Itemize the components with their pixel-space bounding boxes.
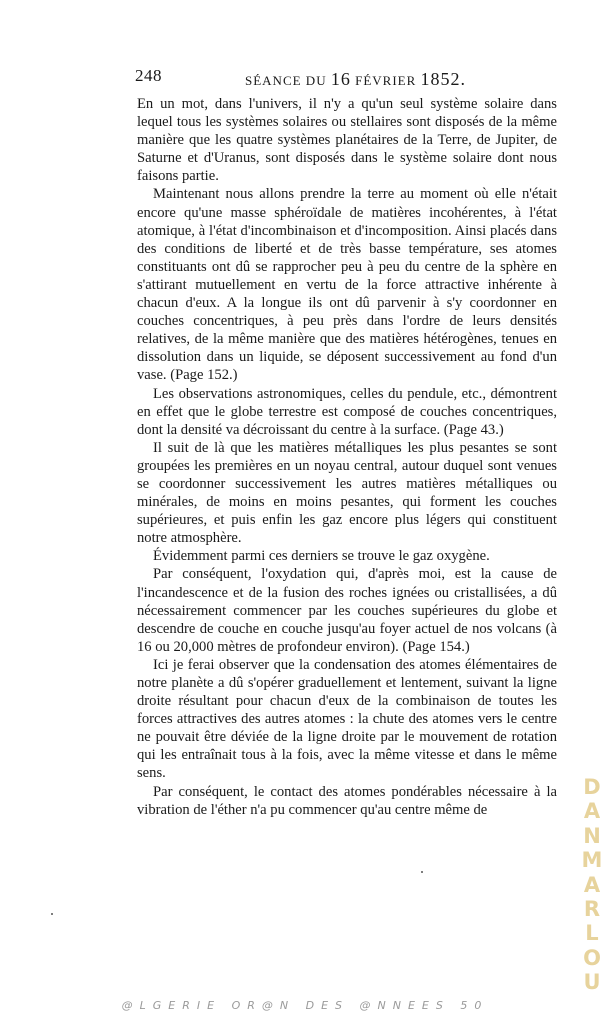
print-speck (421, 871, 423, 873)
paragraph: Évidemment parmi ces derniers se trouve le gaz oxygène. (153, 548, 490, 565)
watermark-letter: A (583, 872, 601, 897)
running-title (245, 69, 466, 90)
watermark-letter: N (583, 823, 601, 848)
watermark-letter: O (583, 945, 601, 970)
bottom-watermark: @LGERIE OR@N DES @NNEES 50 (121, 999, 489, 1012)
side-watermark (580, 775, 604, 995)
watermark-letter: R (583, 897, 601, 922)
title-month: FÉVRIER (355, 73, 417, 88)
paragraph: Les observations astronomiques, celles du pendule, etc., démontrent en effet que le globe terrestre est composé de couches concentriques, dont la densité va décroissant du centre à la surface. (Page 43.) (137, 385, 557, 438)
body-text (137, 95, 557, 819)
paragraph: Par conséquent, l'oxydation qui, d'après moi, est la cause de l'incandescence et de la fusion des roches ignées ou cristallisées, a dû nécessairement commencer par les couches supérieures du globe et descendre de couche en couche jusqu'au foyer actuel de nos volcans (à 16 ou 20,000 mètres de profondeur environ). (Page 154.) (137, 566, 557, 655)
title-year: 1852. (420, 69, 467, 89)
running-header (135, 66, 557, 88)
page-number: 248 (135, 66, 162, 85)
print-speck (51, 913, 53, 915)
watermark-letter: L (585, 921, 599, 946)
paragraph: En un mot, dans l'univers, il n'y a qu'un seul système solaire dans lequel tous les systèmes solaires ou stellaires sont disposés de la même manière que les quatre systèmes planétaires de la Terre, de Jupiter, de Saturne et d'Uranus, sont disposés dans le système solaire dont nous faisons partie. (137, 96, 557, 185)
title-day: 16 (330, 69, 351, 89)
paragraph: Par conséquent, le contact des atomes pondérables nécessaire à la vibration de l'éther n'a pu commencer qu'au centre même de (137, 783, 557, 818)
watermark-letter: M (581, 848, 603, 873)
watermark-letter: U (583, 970, 601, 995)
paragraph: Il suit de là que les matières métalliques les plus pesantes se sont groupées les premières en un noyau central, autour duquel sont venues se coordonner successivement les autres matières métalliques ou minérales, de moins en moins pesantes, qui forment les couches supérieures, et puis enfin les gaz encore plus légers qui constituent notre atmosphère. (137, 439, 557, 547)
watermark-letter: D (583, 775, 601, 799)
watermark-letter: A (583, 799, 601, 824)
paragraph: Maintenant nous allons prendre la terre au moment où elle n'était encore qu'une masse sphéroïdale de matières incohérentes, à l'état atomique, à l'état d'incombinaison et d'incomposition. Ainsi placés dans des conditions de liberté et de très basse température, ses atomes constituants ont dû se rapprocher peu à peu du centre de la sphère en s'attirant mutuellement en vertu de la force attractive inhérente à chacun d'eux. A la longue ils ont dû parvenir à s'y coordonner en couches concentriques, à peu près dans l'ordre de leurs densités relatives, de la même manière que des matières hétérogènes, tenues en dissolution dans un liquide, se déposent successivement au fond d'un vase. (Page 152.) (137, 186, 557, 384)
title-prefix: SÉANCE DU (245, 73, 327, 88)
paragraph: Ici je ferai observer que la condensation des atomes élémentaires de notre planète a dû s'opérer graduellement et lentement, suivant la ligne droite résultant pour chacun d'eux de la combinaison de toutes les forces attractives des autres atomes : la chute des atomes vers le centre ne pouvait être déviée de la ligne droite par le mouvement de rotation qui les entraînait tous à la fois, avec la même vitesse et dans le même sens. (137, 656, 557, 782)
